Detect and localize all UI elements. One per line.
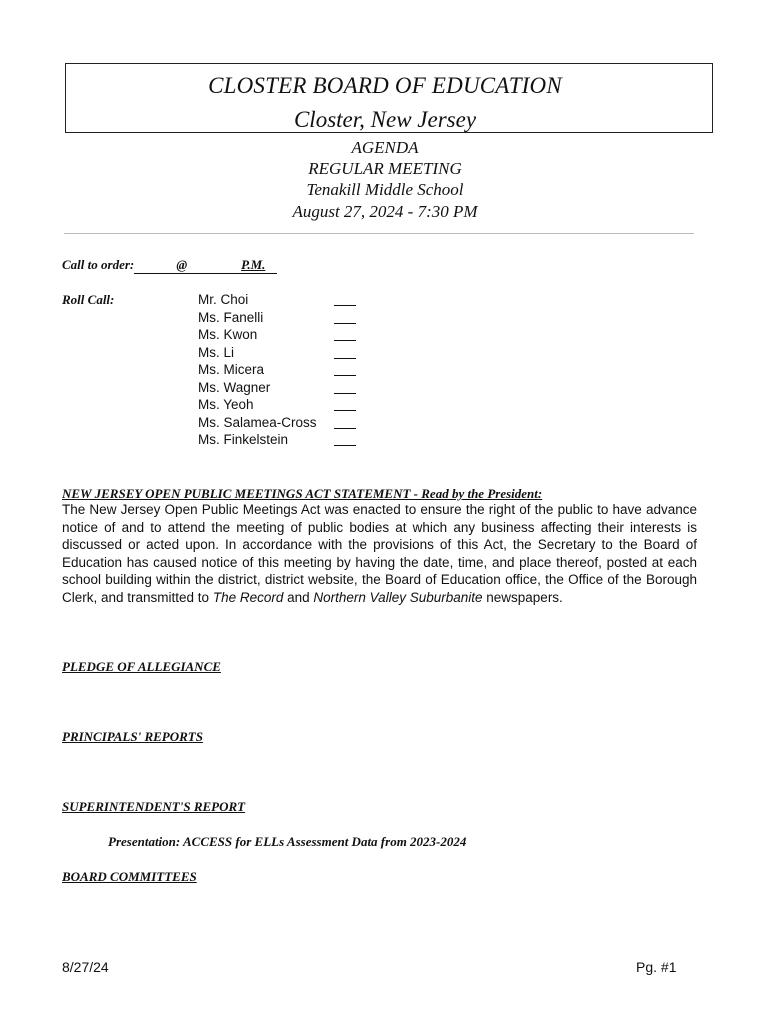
- footer-date: 8/27/24: [62, 959, 109, 975]
- member-name: Ms. Kwon: [198, 327, 258, 342]
- roll-call-list: [198, 292, 317, 450]
- member-name: Ms. Salamea-Cross: [198, 414, 317, 430]
- attendance-blank: [334, 393, 356, 394]
- member-name: Ms. Li: [198, 344, 235, 360]
- roll-call-member: [198, 292, 317, 310]
- attendance-blank: [334, 340, 356, 341]
- board-committees-heading: BOARD COMMITTEES: [62, 869, 197, 884]
- opma-heading: NEW JERSEY OPEN PUBLIC MEETINGS ACT STATEMENT - Read by the President:: [62, 486, 543, 501]
- member-name: Ms. Wagner: [198, 379, 271, 395]
- principals-reports-heading: PRINCIPALS' REPORTS: [62, 729, 203, 744]
- roll-call-member: [198, 327, 317, 345]
- page-number: Pg. #1: [636, 959, 677, 975]
- roll-call-member: [198, 380, 317, 398]
- opma-text-after: newspapers.: [482, 589, 563, 605]
- newspaper-suburbanite: Northern Valley Suburbanite: [313, 589, 483, 605]
- roll-call-member: [198, 362, 317, 380]
- member-name: Ms. Micera: [198, 362, 265, 377]
- call-to-order: [62, 257, 277, 274]
- member-name: Ms. Yeoh: [198, 397, 254, 412]
- member-name: Mr. Choi: [198, 292, 249, 307]
- roll-call-label: Roll Call:: [62, 292, 115, 307]
- document-subtitle: Closter, New Jersey: [293, 107, 477, 132]
- meeting-date: August 27, 2024 - 7:30 PM: [292, 202, 478, 221]
- roll-call-member: [198, 310, 317, 328]
- attendance-blank: [334, 428, 356, 429]
- newspaper-record: The Record: [212, 589, 284, 605]
- document-title: CLOSTER BOARD OF EDUCATION: [208, 73, 562, 98]
- member-name: Ms. Finkelstein: [198, 432, 289, 447]
- time-blank: [134, 257, 229, 274]
- meeting-location: Tenakill Middle School: [306, 180, 464, 199]
- opma-and: and: [283, 589, 314, 605]
- attendance-blank: [334, 305, 356, 306]
- roll-call-member: [198, 345, 317, 363]
- opma-text-before: The New Jersey Open Public Meetings Act was enacted to ensure the right of the public to have advance notice of and to attend the meeting of public bodies at which any business affecting their interests is discussed or acted upon. In accordance with the provisions of this Act, the Secretary to the Board of Education has caused notice of this meeting by having the date, time, and place thereof, posted at each school building within the district, district website, the Board of Education office, the Office of the Borough Clerk, and transmitted to: [62, 502, 697, 605]
- pm-blank: [229, 257, 277, 274]
- roll-call-member: [198, 397, 317, 415]
- opma-statement: [62, 501, 697, 607]
- agenda-label: AGENDA: [351, 138, 419, 157]
- attendance-blank: [334, 323, 356, 324]
- call-to-order-label: Call to order:: [62, 257, 135, 272]
- attendance-blank: [334, 445, 356, 446]
- pm-label: P.M.: [241, 257, 266, 272]
- roll-call-member: [198, 415, 317, 433]
- superintendent-report-heading: SUPERINTENDENT'S REPORT: [62, 799, 246, 814]
- presentation-item: Presentation: ACCESS for ELLs Assessment Data from 2023-2024: [108, 834, 467, 849]
- at-sign: @: [176, 257, 188, 272]
- meeting-type: REGULAR MEETING: [308, 159, 462, 178]
- attendance-blank: [334, 358, 356, 359]
- member-name: Ms. Fanelli: [198, 309, 264, 325]
- roll-call-member: [198, 432, 317, 450]
- divider: [64, 233, 694, 234]
- attendance-blank: [334, 375, 356, 376]
- pledge-heading: PLEDGE OF ALLEGIANCE: [62, 659, 221, 674]
- attendance-blank: [334, 410, 356, 411]
